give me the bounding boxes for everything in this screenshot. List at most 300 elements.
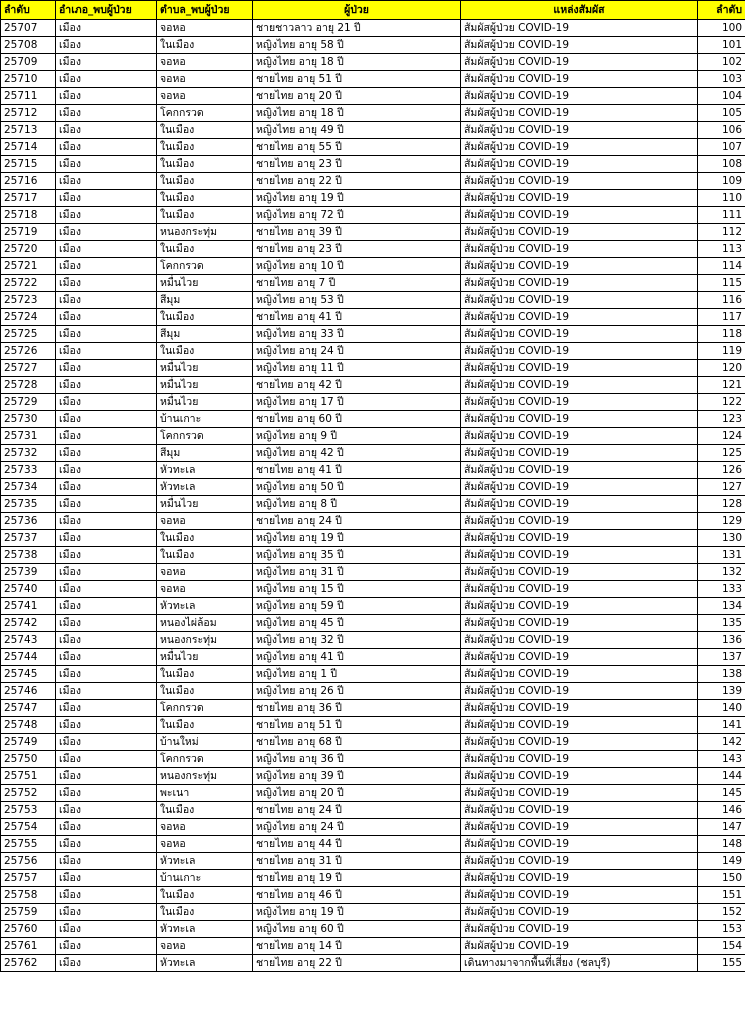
table-row bbox=[1, 904, 745, 921]
cell-district: เมือง bbox=[56, 632, 157, 649]
table-row bbox=[1, 666, 745, 683]
cell-order: 131 bbox=[698, 547, 745, 564]
cell-district: เมือง bbox=[56, 853, 157, 870]
table-body bbox=[1, 20, 745, 972]
cell-case-id: 25746 bbox=[1, 683, 56, 700]
cell-district: เมือง bbox=[56, 768, 157, 785]
cell-order: 115 bbox=[698, 275, 745, 292]
cell-district: เมือง bbox=[56, 275, 157, 292]
cell-source: สัมผัสผู้ป่วย COVID-19 bbox=[461, 71, 698, 88]
cell-patient: หญิงไทย อายุ 50 ปี bbox=[253, 479, 461, 496]
cell-patient: หญิงไทย อายุ 42 ปี bbox=[253, 445, 461, 462]
cell-order: 112 bbox=[698, 224, 745, 241]
cell-district: เมือง bbox=[56, 224, 157, 241]
cell-case-id: 25725 bbox=[1, 326, 56, 343]
cell-source: สัมผัสผู้ป่วย COVID-19 bbox=[461, 683, 698, 700]
cell-patient: หญิงไทย อายุ 39 ปี bbox=[253, 768, 461, 785]
cell-order: 143 bbox=[698, 751, 745, 768]
cell-order: 123 bbox=[698, 411, 745, 428]
cell-patient: ชายไทย อายุ 51 ปี bbox=[253, 717, 461, 734]
cell-patient: ชายไทย อายุ 55 ปี bbox=[253, 139, 461, 156]
cell-district: เมือง bbox=[56, 802, 157, 819]
cell-patient: หญิงไทย อายุ 1 ปี bbox=[253, 666, 461, 683]
cell-order: 145 bbox=[698, 785, 745, 802]
cell-patient: ชายไทย อายุ 24 ปี bbox=[253, 802, 461, 819]
cell-district: เมือง bbox=[56, 20, 157, 37]
cell-order: 136 bbox=[698, 632, 745, 649]
cell-case-id: 25712 bbox=[1, 105, 56, 122]
cell-subdistrict: โคกกรวด bbox=[157, 700, 253, 717]
table-row bbox=[1, 71, 745, 88]
cell-case-id: 25737 bbox=[1, 530, 56, 547]
cell-source: สัมผัสผู้ป่วย COVID-19 bbox=[461, 224, 698, 241]
cell-source: สัมผัสผู้ป่วย COVID-19 bbox=[461, 479, 698, 496]
cell-patient: หญิงไทย อายุ 45 ปี bbox=[253, 615, 461, 632]
cell-case-id: 25718 bbox=[1, 207, 56, 224]
cell-source: สัมผัสผู้ป่วย COVID-19 bbox=[461, 156, 698, 173]
cell-order: 152 bbox=[698, 904, 745, 921]
cell-case-id: 25761 bbox=[1, 938, 56, 955]
cell-subdistrict: ในเมือง bbox=[157, 547, 253, 564]
cell-subdistrict: ในเมือง bbox=[157, 530, 253, 547]
cell-order: 134 bbox=[698, 598, 745, 615]
cell-district: เมือง bbox=[56, 734, 157, 751]
cell-district: เมือง bbox=[56, 207, 157, 224]
cell-case-id: 25727 bbox=[1, 360, 56, 377]
cell-order: 149 bbox=[698, 853, 745, 870]
cell-source: สัมผัสผู้ป่วย COVID-19 bbox=[461, 258, 698, 275]
header-source: แหล่งสัมผัส bbox=[461, 1, 698, 20]
table-row bbox=[1, 122, 745, 139]
cell-case-id: 25738 bbox=[1, 547, 56, 564]
cell-district: เมือง bbox=[56, 955, 157, 972]
cell-case-id: 25759 bbox=[1, 904, 56, 921]
cell-district: เมือง bbox=[56, 751, 157, 768]
cell-order: 104 bbox=[698, 88, 745, 105]
cell-case-id: 25707 bbox=[1, 20, 56, 37]
table-row bbox=[1, 649, 745, 666]
cell-subdistrict: หัวทะเล bbox=[157, 955, 253, 972]
cell-order: 120 bbox=[698, 360, 745, 377]
table-row bbox=[1, 428, 745, 445]
cell-patient: ชายไทย อายุ 41 ปี bbox=[253, 462, 461, 479]
cell-order: 127 bbox=[698, 479, 745, 496]
cell-order: 111 bbox=[698, 207, 745, 224]
cell-district: เมือง bbox=[56, 122, 157, 139]
cell-order: 122 bbox=[698, 394, 745, 411]
cell-order: 106 bbox=[698, 122, 745, 139]
cell-district: เมือง bbox=[56, 173, 157, 190]
cell-order: 140 bbox=[698, 700, 745, 717]
header-case-id: ลำดับ bbox=[1, 1, 56, 20]
cell-order: 147 bbox=[698, 819, 745, 836]
header-subdistrict: ตำบล_พบผู้ป่วย bbox=[157, 1, 253, 20]
cell-subdistrict: จอหอ bbox=[157, 54, 253, 71]
cell-case-id: 25749 bbox=[1, 734, 56, 751]
cell-case-id: 25722 bbox=[1, 275, 56, 292]
cell-district: เมือง bbox=[56, 37, 157, 54]
header-order: ลำดับ bbox=[698, 1, 745, 20]
cell-district: เมือง bbox=[56, 326, 157, 343]
cell-subdistrict: หัวทะเล bbox=[157, 479, 253, 496]
cell-source: สัมผัสผู้ป่วย COVID-19 bbox=[461, 649, 698, 666]
cell-subdistrict: จอหอ bbox=[157, 836, 253, 853]
cell-order: 126 bbox=[698, 462, 745, 479]
cell-patient: ชายไทย อายุ 22 ปี bbox=[253, 173, 461, 190]
table-row bbox=[1, 598, 745, 615]
cell-patient: ชายชาวลาว อายุ 21 ปี bbox=[253, 20, 461, 37]
table-row bbox=[1, 513, 745, 530]
cell-case-id: 25744 bbox=[1, 649, 56, 666]
cell-subdistrict: ในเมือง bbox=[157, 207, 253, 224]
cell-case-id: 25742 bbox=[1, 615, 56, 632]
cell-subdistrict: ในเมือง bbox=[157, 122, 253, 139]
cell-case-id: 25740 bbox=[1, 581, 56, 598]
cell-subdistrict: หัวทะเล bbox=[157, 462, 253, 479]
cell-source: สัมผัสผู้ป่วย COVID-19 bbox=[461, 292, 698, 309]
cell-source: เดินทางมาจากพื้นที่เสี่ยง (ชลบุรี) bbox=[461, 955, 698, 972]
cell-patient: หญิงไทย อายุ 10 ปี bbox=[253, 258, 461, 275]
cell-case-id: 25747 bbox=[1, 700, 56, 717]
cell-case-id: 25736 bbox=[1, 513, 56, 530]
cell-patient: ชายไทย อายุ 36 ปี bbox=[253, 700, 461, 717]
cell-order: 135 bbox=[698, 615, 745, 632]
cell-district: เมือง bbox=[56, 190, 157, 207]
table-row bbox=[1, 870, 745, 887]
cell-patient: หญิงไทย อายุ 20 ปี bbox=[253, 785, 461, 802]
cell-district: เมือง bbox=[56, 717, 157, 734]
cell-district: เมือง bbox=[56, 785, 157, 802]
cell-order: 113 bbox=[698, 241, 745, 258]
cell-order: 133 bbox=[698, 581, 745, 598]
cell-subdistrict: หมื่นไวย bbox=[157, 649, 253, 666]
table-row bbox=[1, 190, 745, 207]
table-row bbox=[1, 938, 745, 955]
cell-case-id: 25733 bbox=[1, 462, 56, 479]
cell-district: เมือง bbox=[56, 870, 157, 887]
cell-source: สัมผัสผู้ป่วย COVID-19 bbox=[461, 513, 698, 530]
table-row bbox=[1, 564, 745, 581]
cell-patient: ชายไทย อายุ 7 ปี bbox=[253, 275, 461, 292]
cell-district: เมือง bbox=[56, 445, 157, 462]
table-row bbox=[1, 717, 745, 734]
cell-patient: หญิงไทย อายุ 36 ปี bbox=[253, 751, 461, 768]
cell-district: เมือง bbox=[56, 462, 157, 479]
cell-source: สัมผัสผู้ป่วย COVID-19 bbox=[461, 819, 698, 836]
cell-case-id: 25716 bbox=[1, 173, 56, 190]
cell-district: เมือง bbox=[56, 836, 157, 853]
cell-case-id: 25730 bbox=[1, 411, 56, 428]
header-row bbox=[1, 1, 745, 20]
cell-patient: ชายไทย อายุ 31 ปี bbox=[253, 853, 461, 870]
cell-district: เมือง bbox=[56, 904, 157, 921]
cell-patient: หญิงไทย อายุ 60 ปี bbox=[253, 921, 461, 938]
cell-subdistrict: จอหอ bbox=[157, 938, 253, 955]
cell-case-id: 25741 bbox=[1, 598, 56, 615]
cell-district: เมือง bbox=[56, 700, 157, 717]
cell-district: เมือง bbox=[56, 411, 157, 428]
cell-district: เมือง bbox=[56, 547, 157, 564]
cell-patient: ชายไทย อายุ 22 ปี bbox=[253, 955, 461, 972]
cell-district: เมือง bbox=[56, 513, 157, 530]
cell-source: สัมผัสผู้ป่วย COVID-19 bbox=[461, 37, 698, 54]
cell-case-id: 25710 bbox=[1, 71, 56, 88]
cell-subdistrict: ในเมือง bbox=[157, 173, 253, 190]
cell-source: สัมผัสผู้ป่วย COVID-19 bbox=[461, 462, 698, 479]
cell-patient: หญิงไทย อายุ 19 ปี bbox=[253, 530, 461, 547]
cell-district: เมือง bbox=[56, 428, 157, 445]
cell-source: สัมผัสผู้ป่วย COVID-19 bbox=[461, 921, 698, 938]
cell-order: 141 bbox=[698, 717, 745, 734]
cell-case-id: 25711 bbox=[1, 88, 56, 105]
cell-case-id: 25728 bbox=[1, 377, 56, 394]
cell-source: สัมผัสผู้ป่วย COVID-19 bbox=[461, 632, 698, 649]
table-row bbox=[1, 700, 745, 717]
cell-source: สัมผัสผู้ป่วย COVID-19 bbox=[461, 122, 698, 139]
cell-district: เมือง bbox=[56, 649, 157, 666]
cell-district: เมือง bbox=[56, 258, 157, 275]
cell-patient: ชายไทย อายุ 23 ปี bbox=[253, 156, 461, 173]
cell-district: เมือง bbox=[56, 394, 157, 411]
table-row bbox=[1, 292, 745, 309]
cell-case-id: 25709 bbox=[1, 54, 56, 71]
cell-subdistrict: จอหอ bbox=[157, 564, 253, 581]
cell-patient: ชายไทย อายุ 51 ปี bbox=[253, 71, 461, 88]
cell-patient: หญิงไทย อายุ 18 ปี bbox=[253, 105, 461, 122]
table-row bbox=[1, 615, 745, 632]
cell-subdistrict: จอหอ bbox=[157, 71, 253, 88]
cell-subdistrict: ในเมือง bbox=[157, 37, 253, 54]
cell-subdistrict: หมื่นไวย bbox=[157, 394, 253, 411]
cell-source: สัมผัสผู้ป่วย COVID-19 bbox=[461, 768, 698, 785]
table-row bbox=[1, 683, 745, 700]
cell-district: เมือง bbox=[56, 496, 157, 513]
table-row bbox=[1, 88, 745, 105]
cell-district: เมือง bbox=[56, 360, 157, 377]
cell-order: 107 bbox=[698, 139, 745, 156]
cell-source: สัมผัสผู้ป่วย COVID-19 bbox=[461, 887, 698, 904]
cell-patient: ชายไทย อายุ 20 ปี bbox=[253, 88, 461, 105]
table-row bbox=[1, 785, 745, 802]
cell-order: 118 bbox=[698, 326, 745, 343]
cell-case-id: 25715 bbox=[1, 156, 56, 173]
cell-source: สัมผัสผู้ป่วย COVID-19 bbox=[461, 20, 698, 37]
cell-subdistrict: บ้านเกาะ bbox=[157, 411, 253, 428]
cell-source: สัมผัสผู้ป่วย COVID-19 bbox=[461, 581, 698, 598]
cell-case-id: 25724 bbox=[1, 309, 56, 326]
cell-subdistrict: สีมุม bbox=[157, 445, 253, 462]
cell-district: เมือง bbox=[56, 938, 157, 955]
cell-subdistrict: โคกกรวด bbox=[157, 105, 253, 122]
cell-source: สัมผัสผู้ป่วย COVID-19 bbox=[461, 802, 698, 819]
table-row bbox=[1, 479, 745, 496]
cell-subdistrict: โคกกรวด bbox=[157, 258, 253, 275]
cell-district: เมือง bbox=[56, 683, 157, 700]
cell-case-id: 25732 bbox=[1, 445, 56, 462]
cell-case-id: 25717 bbox=[1, 190, 56, 207]
cell-district: เมือง bbox=[56, 581, 157, 598]
cell-order: 119 bbox=[698, 343, 745, 360]
cell-source: สัมผัสผู้ป่วย COVID-19 bbox=[461, 938, 698, 955]
cell-order: 125 bbox=[698, 445, 745, 462]
cell-district: เมือง bbox=[56, 105, 157, 122]
table-row bbox=[1, 20, 745, 37]
cell-case-id: 25750 bbox=[1, 751, 56, 768]
cell-source: สัมผัสผู้ป่วย COVID-19 bbox=[461, 853, 698, 870]
cell-patient: หญิงไทย อายุ 41 ปี bbox=[253, 649, 461, 666]
cell-subdistrict: โคกกรวด bbox=[157, 428, 253, 445]
cell-order: 110 bbox=[698, 190, 745, 207]
cell-source: สัมผัสผู้ป่วย COVID-19 bbox=[461, 394, 698, 411]
cell-subdistrict: พะเนา bbox=[157, 785, 253, 802]
cell-order: 139 bbox=[698, 683, 745, 700]
cell-subdistrict: หัวทะเล bbox=[157, 853, 253, 870]
cell-case-id: 25760 bbox=[1, 921, 56, 938]
cell-subdistrict: จอหอ bbox=[157, 20, 253, 37]
cell-order: 138 bbox=[698, 666, 745, 683]
table-row bbox=[1, 207, 745, 224]
cell-patient: หญิงไทย อายุ 72 ปี bbox=[253, 207, 461, 224]
table-row bbox=[1, 275, 745, 292]
cell-source: สัมผัสผู้ป่วย COVID-19 bbox=[461, 428, 698, 445]
cell-order: 124 bbox=[698, 428, 745, 445]
cell-patient: หญิงไทย อายุ 58 ปี bbox=[253, 37, 461, 54]
cell-patient: ชายไทย อายุ 46 ปี bbox=[253, 887, 461, 904]
cell-patient: หญิงไทย อายุ 24 ปี bbox=[253, 343, 461, 360]
cell-patient: หญิงไทย อายุ 15 ปี bbox=[253, 581, 461, 598]
cell-case-id: 25745 bbox=[1, 666, 56, 683]
cell-subdistrict: ในเมือง bbox=[157, 156, 253, 173]
cell-case-id: 25752 bbox=[1, 785, 56, 802]
table-row bbox=[1, 326, 745, 343]
cell-district: เมือง bbox=[56, 54, 157, 71]
cell-source: สัมผัสผู้ป่วย COVID-19 bbox=[461, 377, 698, 394]
cell-subdistrict: หมื่นไวย bbox=[157, 496, 253, 513]
cell-order: 132 bbox=[698, 564, 745, 581]
cell-case-id: 25729 bbox=[1, 394, 56, 411]
cell-district: เมือง bbox=[56, 530, 157, 547]
cell-source: สัมผัสผู้ป่วย COVID-19 bbox=[461, 190, 698, 207]
cell-district: เมือง bbox=[56, 479, 157, 496]
cell-patient: หญิงไทย อายุ 18 ปี bbox=[253, 54, 461, 71]
cell-source: สัมผัสผู้ป่วย COVID-19 bbox=[461, 241, 698, 258]
cell-patient: หญิงไทย อายุ 24 ปี bbox=[253, 819, 461, 836]
cell-patient: หญิงไทย อายุ 8 ปี bbox=[253, 496, 461, 513]
cell-source: สัมผัสผู้ป่วย COVID-19 bbox=[461, 309, 698, 326]
cell-source: สัมผัสผู้ป่วย COVID-19 bbox=[461, 173, 698, 190]
cell-source: สัมผัสผู้ป่วย COVID-19 bbox=[461, 564, 698, 581]
cell-order: 114 bbox=[698, 258, 745, 275]
cell-case-id: 25735 bbox=[1, 496, 56, 513]
cell-source: สัมผัสผู้ป่วย COVID-19 bbox=[461, 445, 698, 462]
cell-source: สัมผัสผู้ป่วย COVID-19 bbox=[461, 275, 698, 292]
cell-subdistrict: จอหอ bbox=[157, 513, 253, 530]
cell-patient: หญิงไทย อายุ 31 ปี bbox=[253, 564, 461, 581]
cell-source: สัมผัสผู้ป่วย COVID-19 bbox=[461, 734, 698, 751]
cell-subdistrict: บ้านใหม่ bbox=[157, 734, 253, 751]
cell-order: 153 bbox=[698, 921, 745, 938]
table-row bbox=[1, 751, 745, 768]
cell-case-id: 25756 bbox=[1, 853, 56, 870]
cell-case-id: 25762 bbox=[1, 955, 56, 972]
cell-source: สัมผัสผู้ป่วย COVID-19 bbox=[461, 343, 698, 360]
cell-case-id: 25720 bbox=[1, 241, 56, 258]
table-row bbox=[1, 734, 745, 751]
cell-case-id: 25757 bbox=[1, 870, 56, 887]
cell-district: เมือง bbox=[56, 139, 157, 156]
cell-case-id: 25721 bbox=[1, 258, 56, 275]
cell-subdistrict: หัวทะเล bbox=[157, 921, 253, 938]
cell-order: 102 bbox=[698, 54, 745, 71]
cell-source: สัมผัสผู้ป่วย COVID-19 bbox=[461, 326, 698, 343]
cell-patient: หญิงไทย อายุ 26 ปี bbox=[253, 683, 461, 700]
table-row bbox=[1, 258, 745, 275]
cell-source: สัมผัสผู้ป่วย COVID-19 bbox=[461, 785, 698, 802]
table-row bbox=[1, 836, 745, 853]
cell-patient: หญิงไทย อายุ 59 ปี bbox=[253, 598, 461, 615]
cell-subdistrict: หมื่นไวย bbox=[157, 275, 253, 292]
cell-order: 103 bbox=[698, 71, 745, 88]
cell-patient: หญิงไทย อายุ 32 ปี bbox=[253, 632, 461, 649]
cell-subdistrict: ในเมือง bbox=[157, 904, 253, 921]
cell-case-id: 25731 bbox=[1, 428, 56, 445]
table-row bbox=[1, 360, 745, 377]
cell-order: 144 bbox=[698, 768, 745, 785]
header-patient: ผู้ป่วย bbox=[253, 1, 461, 20]
cell-patient: หญิงไทย อายุ 19 ปี bbox=[253, 904, 461, 921]
cell-case-id: 25708 bbox=[1, 37, 56, 54]
cell-subdistrict: จอหอ bbox=[157, 581, 253, 598]
cell-order: 129 bbox=[698, 513, 745, 530]
cell-subdistrict: สีมุม bbox=[157, 326, 253, 343]
cell-subdistrict: ในเมือง bbox=[157, 241, 253, 258]
cell-patient: ชายไทย อายุ 24 ปี bbox=[253, 513, 461, 530]
cell-source: สัมผัสผู้ป่วย COVID-19 bbox=[461, 751, 698, 768]
cell-source: สัมผัสผู้ป่วย COVID-19 bbox=[461, 105, 698, 122]
cell-patient: ชายไทย อายุ 23 ปี bbox=[253, 241, 461, 258]
table-row bbox=[1, 309, 745, 326]
cell-district: เมือง bbox=[56, 887, 157, 904]
table-row bbox=[1, 887, 745, 904]
cell-source: สัมผัสผู้ป่วย COVID-19 bbox=[461, 54, 698, 71]
table-row bbox=[1, 37, 745, 54]
cell-source: สัมผัสผู้ป่วย COVID-19 bbox=[461, 496, 698, 513]
cell-district: เมือง bbox=[56, 71, 157, 88]
cell-order: 146 bbox=[698, 802, 745, 819]
table-row bbox=[1, 819, 745, 836]
cell-source: สัมผัสผู้ป่วย COVID-19 bbox=[461, 700, 698, 717]
cell-district: เมือง bbox=[56, 88, 157, 105]
cell-source: สัมผัสผู้ป่วย COVID-19 bbox=[461, 360, 698, 377]
cell-subdistrict: หนองกระทุ่ม bbox=[157, 224, 253, 241]
cell-order: 142 bbox=[698, 734, 745, 751]
cell-district: เมือง bbox=[56, 564, 157, 581]
table-row bbox=[1, 581, 745, 598]
cell-case-id: 25723 bbox=[1, 292, 56, 309]
table-row bbox=[1, 547, 745, 564]
cell-case-id: 25751 bbox=[1, 768, 56, 785]
cell-patient: หญิงไทย อายุ 17 ปี bbox=[253, 394, 461, 411]
header-district: อำเภอ_พบผู้ป่วย bbox=[56, 1, 157, 20]
table-row bbox=[1, 343, 745, 360]
table-row bbox=[1, 377, 745, 394]
cell-district: เมือง bbox=[56, 598, 157, 615]
cell-order: 121 bbox=[698, 377, 745, 394]
cell-source: สัมผัสผู้ป่วย COVID-19 bbox=[461, 666, 698, 683]
cell-subdistrict: บ้านเกาะ bbox=[157, 870, 253, 887]
table-row bbox=[1, 445, 745, 462]
table-row bbox=[1, 224, 745, 241]
